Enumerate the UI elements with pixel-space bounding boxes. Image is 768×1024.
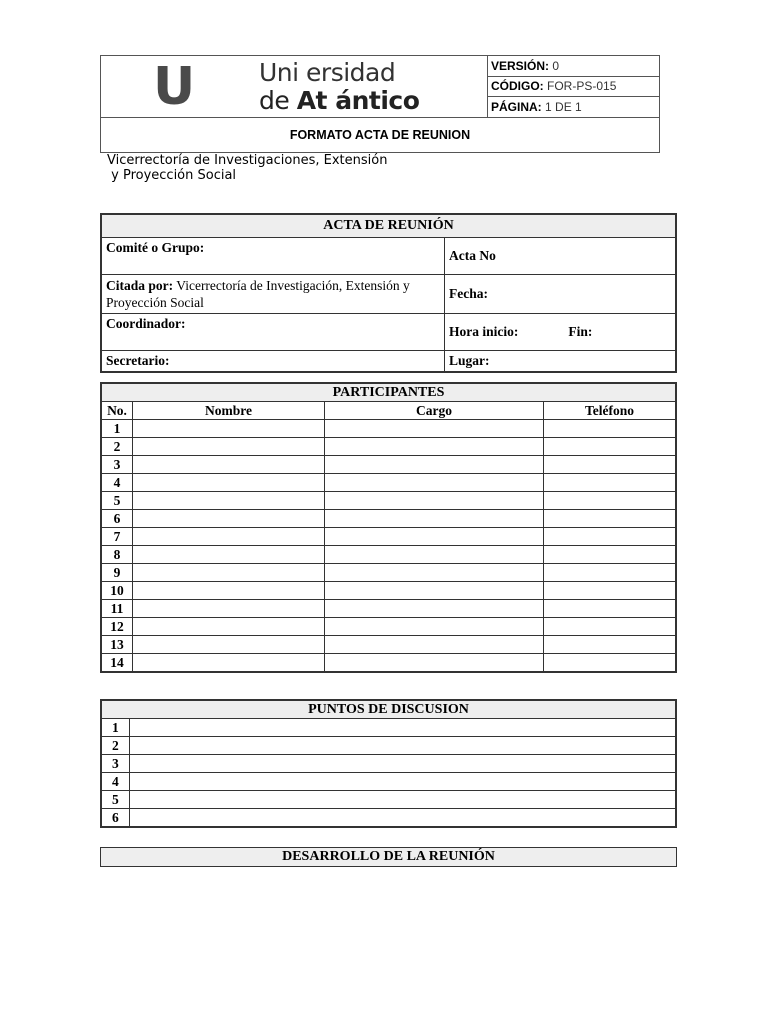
punto-number: 2 [101, 737, 130, 755]
logo-line2 [259, 86, 419, 116]
participante-row [101, 492, 676, 510]
logo-letter: U [153, 57, 196, 117]
participante-cargo[interactable] [325, 582, 544, 600]
version-cell [488, 56, 660, 77]
fecha-cell[interactable] [445, 275, 677, 314]
participante-cargo[interactable] [325, 510, 544, 528]
participante-row [101, 438, 676, 456]
comite-cell[interactable] [101, 238, 445, 275]
participante-number: 11 [101, 600, 133, 618]
punto-content[interactable] [130, 737, 677, 755]
participante-number: 10 [101, 582, 133, 600]
version-value: 0 [552, 58, 560, 73]
acta-no-label: Acta No [449, 248, 496, 263]
hora-inicio-label: Hora inicio: [449, 324, 519, 339]
participante-telefono[interactable] [544, 564, 677, 582]
participante-nombre[interactable] [133, 564, 325, 582]
punto-row [101, 755, 676, 773]
participante-number: 13 [101, 636, 133, 654]
participante-telefono[interactable] [544, 582, 677, 600]
codigo-label: CÓDIGO: [491, 79, 544, 94]
participante-nombre[interactable] [133, 456, 325, 474]
comite-label: Comité o Grupo: [106, 240, 205, 255]
participante-telefono[interactable] [544, 510, 677, 528]
hora-cell[interactable] [445, 314, 677, 351]
secretario-label: Secretario: [106, 353, 170, 368]
participante-cargo[interactable] [325, 420, 544, 438]
participante-nombre[interactable] [133, 510, 325, 528]
citada-label: Citada por: [106, 278, 174, 293]
participante-cargo[interactable] [325, 528, 544, 546]
participante-nombre[interactable] [133, 582, 325, 600]
pagina-label: PÁGINA: [491, 100, 542, 115]
participante-nombre[interactable] [133, 438, 325, 456]
participante-number: 5 [101, 492, 133, 510]
participante-nombre[interactable] [133, 474, 325, 492]
participante-number: 8 [101, 546, 133, 564]
participante-row [101, 528, 676, 546]
participante-row [101, 456, 676, 474]
participante-telefono[interactable] [544, 636, 677, 654]
participante-cargo[interactable] [325, 618, 544, 636]
punto-content[interactable] [130, 719, 677, 737]
codigo-cell [488, 76, 660, 97]
form-title: FORMATO ACTA DE REUNION [101, 118, 660, 153]
participante-nombre[interactable] [133, 654, 325, 673]
desarrollo-heading: DESARROLLO DE LA REUNIÓN [100, 847, 677, 867]
pagina-cell [488, 97, 660, 118]
participante-row [101, 582, 676, 600]
punto-content[interactable] [130, 791, 677, 809]
participante-nombre[interactable] [133, 636, 325, 654]
punto-row [101, 719, 676, 737]
participantes-heading: PARTICIPANTES [101, 383, 676, 402]
lugar-cell[interactable] [445, 351, 677, 373]
participante-number: 9 [101, 564, 133, 582]
participante-number: 14 [101, 654, 133, 673]
acta-table [100, 213, 677, 373]
puntos-table [100, 699, 677, 828]
col-cargo-header: Cargo [325, 402, 544, 420]
participante-cargo[interactable] [325, 636, 544, 654]
acta-heading: ACTA DE REUNIÓN [101, 214, 676, 238]
participante-nombre[interactable] [133, 528, 325, 546]
participante-cargo[interactable] [325, 456, 544, 474]
participante-telefono[interactable] [544, 528, 677, 546]
participante-number: 1 [101, 420, 133, 438]
puntos-heading: PUNTOS DE DISCUSION [101, 700, 676, 719]
punto-number: 4 [101, 773, 130, 791]
version-label: VERSIÓN: [491, 58, 550, 73]
fin-label: Fin: [568, 324, 593, 339]
participante-telefono[interactable] [544, 546, 677, 564]
participante-number: 4 [101, 474, 133, 492]
punto-row [101, 737, 676, 755]
logo-line2-bold: At ántico [296, 86, 420, 115]
participante-number: 12 [101, 618, 133, 636]
participante-number: 6 [101, 510, 133, 528]
pagina-value: 1 DE 1 [545, 100, 582, 115]
punto-number: 6 [101, 809, 130, 828]
participante-telefono[interactable] [544, 600, 677, 618]
participante-nombre[interactable] [133, 420, 325, 438]
acta-no-cell[interactable] [445, 238, 677, 275]
participante-telefono[interactable] [544, 654, 677, 673]
punto-row [101, 791, 676, 809]
coordinador-cell[interactable] [101, 314, 445, 351]
coordinador-label: Coordinador: [106, 316, 186, 331]
participante-number: 7 [101, 528, 133, 546]
punto-row [101, 773, 676, 791]
lugar-label: Lugar: [449, 353, 490, 368]
participantes-table [100, 382, 677, 673]
participante-telefono[interactable] [544, 420, 677, 438]
punto-content[interactable] [130, 773, 677, 791]
fecha-label: Fecha: [449, 286, 488, 301]
punto-number: 3 [101, 755, 130, 773]
participante-telefono[interactable] [544, 438, 677, 456]
participante-nombre[interactable] [133, 492, 325, 510]
punto-content[interactable] [130, 809, 677, 828]
participante-row [101, 546, 676, 564]
participante-telefono[interactable] [544, 492, 677, 510]
participante-telefono[interactable] [544, 618, 677, 636]
participante-row [101, 636, 676, 654]
participante-telefono[interactable] [544, 474, 677, 492]
participante-nombre[interactable] [133, 618, 325, 636]
participante-cargo[interactable] [325, 474, 544, 492]
participante-row [101, 420, 676, 438]
department-subtitle: Vicerrectoría de Investigaciones, Extensión y Proyección Social [107, 153, 388, 183]
participante-number: 2 [101, 438, 133, 456]
university-logo [101, 56, 488, 118]
participante-cargo[interactable] [325, 546, 544, 564]
participante-cargo[interactable] [325, 438, 544, 456]
participante-nombre[interactable] [133, 600, 325, 618]
participante-row [101, 618, 676, 636]
participante-cargo[interactable] [325, 492, 544, 510]
participante-number: 3 [101, 456, 133, 474]
secretario-cell[interactable] [101, 351, 445, 373]
logo-line1: Uni ersidad [259, 58, 396, 87]
participante-row [101, 600, 676, 618]
punto-number: 5 [101, 791, 130, 809]
participante-cargo[interactable] [325, 654, 544, 673]
document-header [100, 55, 660, 153]
participante-row [101, 564, 676, 582]
punto-number: 1 [101, 719, 130, 737]
participante-telefono[interactable] [544, 456, 677, 474]
logo-line2-prefix: de [259, 86, 290, 115]
col-no-header: No. [101, 402, 133, 420]
punto-row [101, 809, 676, 828]
col-telefono-header: Teléfono [544, 402, 677, 420]
participante-row [101, 510, 676, 528]
participante-row [101, 654, 676, 673]
citada-value: Vicerrectoría de Investigación, Extensión y Proyección Social [106, 278, 410, 310]
participante-nombre[interactable] [133, 546, 325, 564]
col-nombre-header: Nombre [133, 402, 325, 420]
codigo-value: FOR-PS-015 [547, 79, 617, 94]
punto-content[interactable] [130, 755, 677, 773]
participante-cargo[interactable] [325, 600, 544, 618]
participante-cargo[interactable] [325, 564, 544, 582]
participante-row [101, 474, 676, 492]
citada-cell[interactable] [101, 275, 445, 314]
